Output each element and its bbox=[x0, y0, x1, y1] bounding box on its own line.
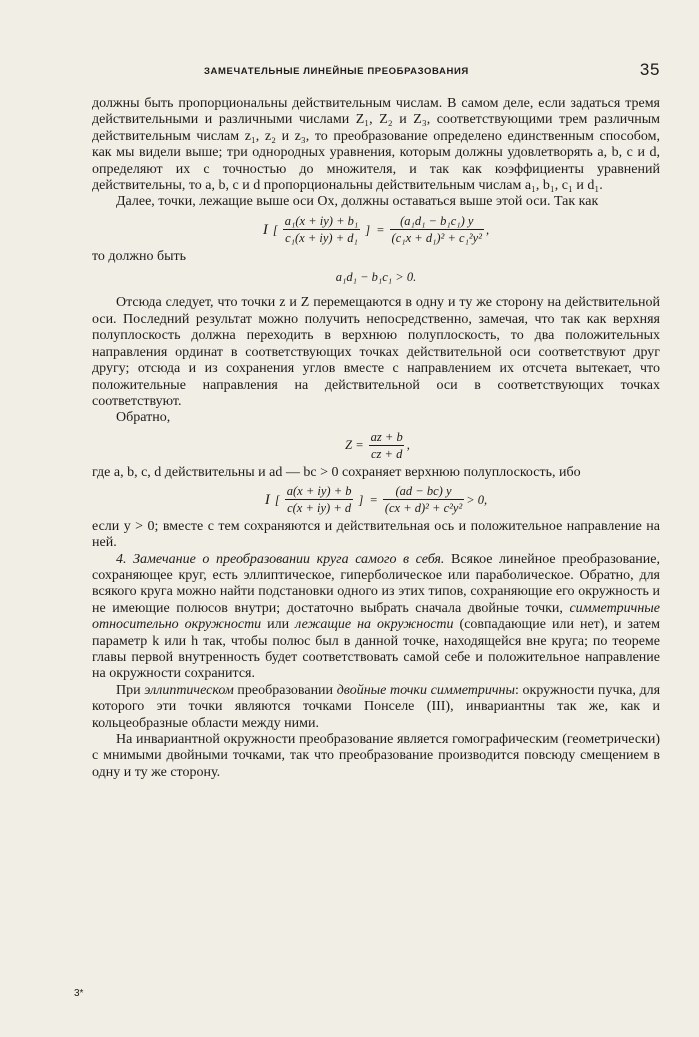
equation-3 bbox=[92, 429, 660, 463]
signature-mark: 3* bbox=[74, 988, 84, 999]
running-title: ЗАМЕЧАТЕЛЬНЫЕ ЛИНЕЙНЫЕ ПРЕОБРАЗОВАНИЯ bbox=[204, 66, 469, 77]
section-4-title: 4. Замечание о преобразовании круга самого в себя. bbox=[116, 551, 445, 567]
body-text bbox=[92, 96, 660, 781]
eq3-denominator: cz + d bbox=[371, 447, 403, 462]
paragraph-7: если y > 0; вместе с тем сохраняются и действительная ось и положительное направление на ней. bbox=[92, 518, 660, 551]
eq3-fraction bbox=[369, 429, 405, 463]
paragraph-5: Обратно, bbox=[116, 410, 171, 426]
equation-2 bbox=[92, 269, 660, 285]
equation-4: I [ $\frac{a(x + iy) + b}{c(x + iy) + d}$ ] = $\frac{(ad - bc) y}{\text{(cx + d)² + c²y²}}$ > 0, bbox=[264, 483, 488, 516]
eq1-relation: = bbox=[376, 222, 385, 237]
paragraph-2: Далее, точки, лежащие выше оси Ox, должны оставаться выше этой оси. Так как bbox=[116, 194, 599, 210]
eq1-right-denominator: (c₁x + d₁)² + c₁²y² bbox=[391, 231, 482, 246]
eq3-numerator: az + b bbox=[370, 429, 403, 444]
eq4-fraction-left bbox=[285, 483, 354, 517]
paragraph-6: где a, b, c, d действительны и ad — bc > 0 сохраняет верхнюю полуплоскость, ибо bbox=[92, 464, 581, 480]
eq4-fraction-right bbox=[383, 483, 464, 517]
eq1-label: I bbox=[262, 221, 268, 238]
eq4-relation: = bbox=[369, 492, 378, 507]
eq1-denominator: c₁(x + iy) + d₁ bbox=[285, 231, 358, 246]
eq3-lhs: Z = bbox=[345, 438, 364, 453]
eq4-tail: > 0, bbox=[466, 492, 488, 507]
eq1-fraction-right bbox=[390, 213, 484, 247]
eq2-text: a₁d₁ − b₁c₁ > 0. bbox=[335, 270, 417, 285]
eq4-denominator: c(x + iy) + d bbox=[287, 501, 352, 516]
paragraph-9: При эллиптическом преобразовании двойные точки симметричны: окружности пучка, для которого эти точки являются точками Понселе (III), инвариантны так же, как и кольцеобразные области между ними. bbox=[92, 682, 661, 731]
paragraph-1: должны быть пропорциональны действительным числам. В самом деле, если задаться тремя действительными и различными числами Z₁, Z₂ и Z₃, соответствующими трем различным действительным числам z₁, z₂ и z₃, то преобразование определено единственным способом, как мы видели выше; три однородных уравнения, которым должны удовлетворять a, b, c и d, определяют их с точностью до множителя, и так как коэффициенты уравнений действительны, то a, b, c и d пропорциональны действительным числам a₁, b₁, c₁ и d₁. bbox=[92, 96, 660, 194]
paragraph-8: 4. Замечание о преобразовании круга самого в себя. Всякое линейное преобразование, сохраняющее круг, есть эллиптическое, гиперболическое или параболическое. Обратно, для всякого круга можно найти подстановки одного из этих типов, сохраняющие его окружность и не имеющие полюсов внутри; достаточно выбрать сначала двойные точки, симметричные относительно окружности или лежащие на окружности (совпадающие или нет), и затем параметр k или h так, чтобы полюс был в данной точке, находящейся вне круга; по теореме главы первой внутренность будет соответствовать самой себе и положительное направление на окружности сохранится. bbox=[92, 551, 661, 682]
eq3-tail: , bbox=[406, 438, 410, 453]
eq1-right-numerator: (a₁d₁ − b₁c₁) y bbox=[400, 213, 474, 228]
eq1-tail: , bbox=[485, 222, 490, 237]
page-number: 35 bbox=[639, 60, 660, 79]
paragraph-3: то должно быть bbox=[92, 248, 187, 264]
eq1-numerator: a₁(x + iy) + b₁ bbox=[284, 213, 359, 228]
eq4-label: I bbox=[264, 491, 270, 508]
eq4-right-numerator: (ad − bc) y bbox=[395, 483, 452, 498]
paragraph-4: Отсюда следует, что точки z и Z перемещаются в одну и ту же сторону на действительной оси. Последний результат можно получить непосредственно, замечая, что так как верхняя полуплоскость должна переходить в верхнюю полуплоскость, то два положительных направления ординат в соответствующих точках действительной оси соответствуют друг другу; отсюда и из сохранения углов вместе с направлением их отсчета вытекает, что положительные направления на действительной оси в соответствующих точках соответствуют. bbox=[92, 295, 660, 409]
eq1-fraction-left bbox=[283, 213, 360, 247]
eq4-right-denominator: (cx + d)² + c²y² bbox=[384, 501, 463, 516]
eq4-numerator: a(x + iy) + b bbox=[286, 483, 352, 498]
paragraph-10: На инвариантной окружности преобразование является гомографическим (геометрически) с мнимыми двойными точками, так что преобразование производится повсюду смещением в одну и ту же сторону. bbox=[92, 732, 660, 780]
equation-1: I [ $\frac{\text{a₁(x + iy) + b₁}}{\text{c₁(x + iy) + d₁}}$ ] = $\frac{\text{(a₁d₁ − b₁c₁) y}}{\text{(c₁x + d₁)² + c₁²y²}}$ , bbox=[262, 213, 490, 246]
